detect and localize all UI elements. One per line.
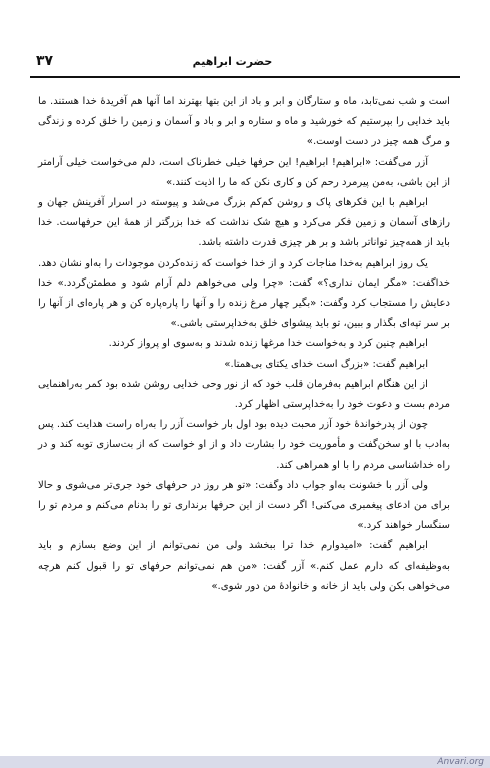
paragraph: ولی آزر با خشونت به‌او جواب داد وگفت: «تو هر روز در حرفهای خود جری‌تر می‌شوی و حالا برای من ادعای پیغمبری می‌کنی! اگر دست از این حرفها برنداری تو را بدنام می‌کنم و مردم تو را سنگسار خواهند کرد.» (38, 479, 450, 532)
paragraph: چون از پدرخواندهٔ خود آزر محبت دیده بود اول بار خواست آزر را به‌راه راست هدایت کند. پس به‌ادب با او سخن‌گفت و مأموریت خود را بشارت داد و از او خواست که از بت‌سازی توبه کند و در راه خداشناسی مردم را با او همراهی کند. (38, 419, 450, 471)
paragraph: ابراهیم گفت: «بزرگ است خدای یکتای بی‌همتا.» (224, 358, 428, 370)
paragraph: ابراهیم با این فکرهای پاک و روشن کم‌کم بزرگ می‌شد و پیوسته در اسرار آفرینش جهان و رازهای آسمان و زمین فکر می‌کرد و هیچ شک نداشت که خدا بزرگتر از همهٔ این حرفهاست. خدا باید از همه‌چیز تواناتر باشد و بر هر چیزی قدرت داشته باشد. (38, 197, 450, 249)
page-number: ۳۷ (36, 53, 54, 69)
footer-bar (0, 756, 490, 768)
watermark-text: Anvari.org (437, 757, 484, 767)
paragraph: از این هنگام ابراهیم به‌فرمان قلب خود که از نور وحی خدایی روشن شده بود کمر به‌راهنمایی مردم بست و دعوت خود را به‌خداپرستی اظهار کرد. (38, 378, 450, 411)
header-rule (30, 76, 460, 78)
paragraph: یک روز ابراهیم به‌خدا مناجات کرد و از خدا خواست که زنده‌کردن موجودات را به‌او نشان دهد. خداگفت: «مگر ایمان نداری؟» گفت: «چرا ولی می‌خواهم دلم آرام شود و مطمئن‌گردد.» خدا دعایش را مستجاب کرد وگفت: «بگیر چهار مرغ زنده را و آنها را پاره‌پاره کن و هر پاره‌ای از آنها را بر سر تپه‌ای بگذار و ببین، تو باید پیشوای خلق به‌خداپرستی باشی.» (38, 257, 450, 330)
page-header (36, 55, 458, 77)
page-body (38, 92, 450, 597)
paragraph: است و شب نمی‌تابد، ماه و ستارگان و ابر و باد از این بتها بهترند اما آنها هم آفریدهٔ خدا هستند. ما باید خدایی را بپرستیم که خورشید و ماه و ستاره و ابر و باد و آسمان و زمین را خلق کرده و زندگی و مرگ همه چیز در دست اوست.» (38, 96, 450, 148)
chapter-title: حضرت ابراهیم (192, 55, 273, 68)
paragraph: ابراهیم چنین کرد و به‌خواست خدا مرغها زنده شدند و به‌سوی او پرواز کردند. (108, 338, 428, 350)
paragraph: آزر می‌گفت: «ابراهیم! ابراهیم! این حرفها خیلی خطرناک است، دلم می‌خواست خیلی آرامتر از این باشی، به‌من پیرمرد رحم کن و کاری نکن که ما را اذیت کنند.» (38, 156, 450, 188)
paragraph: ابراهیم گفت: «امیدوارم خدا ترا ببخشد ولی من نمی‌توانم از این وضع بسازم و باید به‌وظیفه‌ای که دارم عمل کنم.» آزر گفت: «من هم نمی‌توانم حرفهای تو را قبول کنم هرچه می‌خواهی بکن ولی باید از خانه و خانوادهٔ من دور شوی.» (38, 540, 450, 592)
